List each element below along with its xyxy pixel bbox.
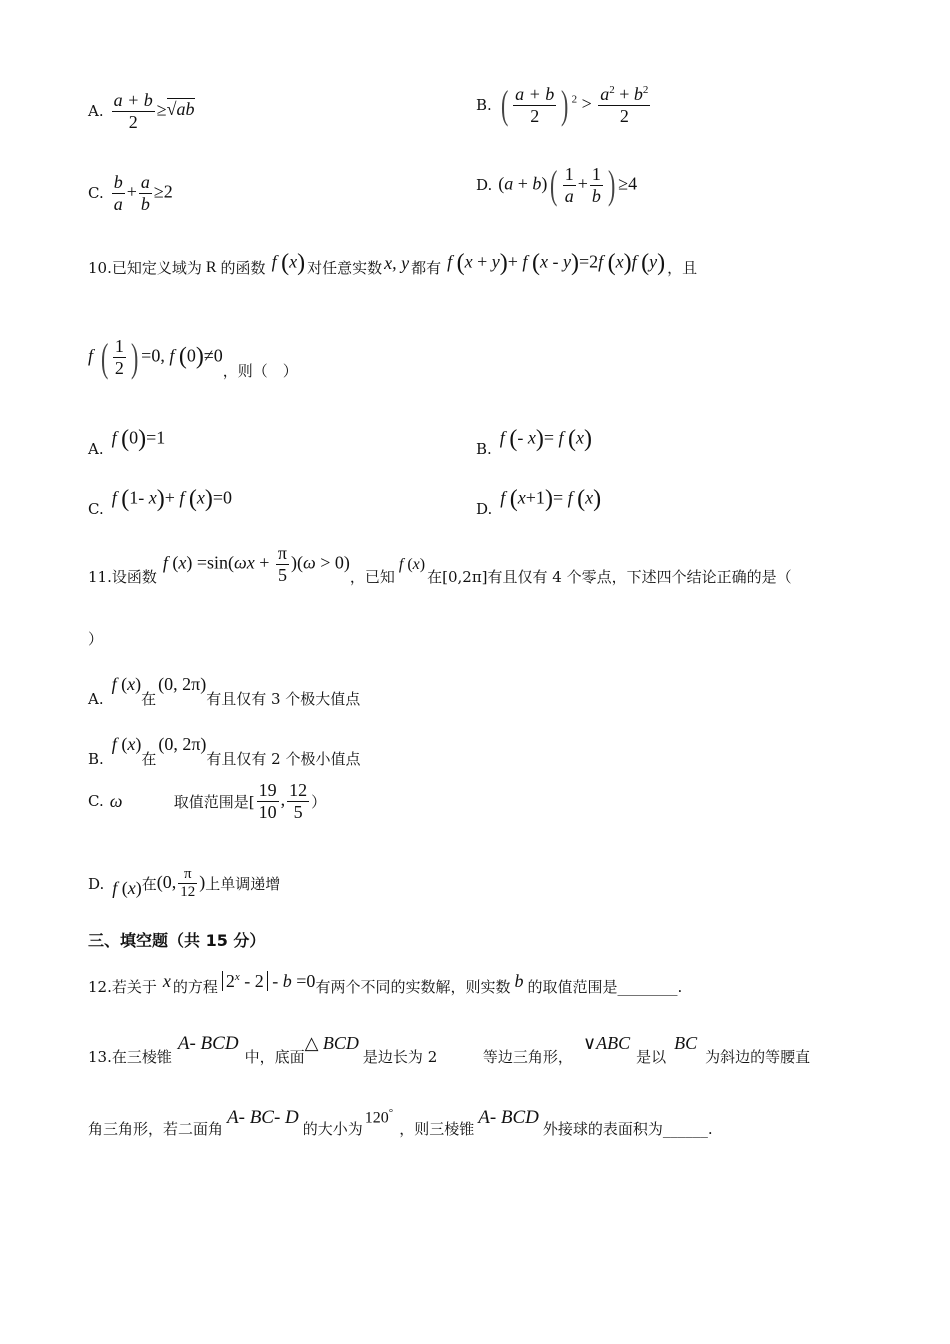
- option-label: A.: [88, 689, 104, 708]
- option-d-formula: (a + b)( $\frac{1}{a}$ + $\frac{1}{b}$ ) ≥4: [498, 162, 638, 208]
- q11-option-d: [88, 866, 280, 902]
- angle-value: 120°: [364, 1107, 394, 1127]
- function-fx: f (x): [111, 734, 142, 754]
- q13-text: 中，底面: [244, 1048, 305, 1066]
- pyramid-label: A- BCD: [478, 1106, 539, 1128]
- q9-option-c: [88, 172, 173, 214]
- domain-symbol: R: [205, 258, 217, 276]
- q10-option-d: [476, 480, 601, 518]
- equation: 2$^x$ - 2 - b =0: [222, 971, 316, 992]
- option-text: 在: [141, 690, 157, 708]
- q10-text: 已知定义域为: [111, 259, 202, 277]
- option-c-formula: $\frac{b}{a}$ + $\frac{a}{b}$ ≥2: [113, 172, 173, 214]
- option-b-formula: f (- x)= f (x): [499, 425, 592, 452]
- option-label: D.: [476, 176, 493, 195]
- q12-text: 的方程: [172, 978, 218, 996]
- option-a-formula: $\frac{a + b}{2}$ ≥√ab: [113, 90, 195, 132]
- variable-b: b: [514, 971, 524, 991]
- q10-text: 的函数: [220, 259, 266, 277]
- option-label: C.: [88, 500, 104, 518]
- q13-stem-line1: [88, 1020, 810, 1067]
- option-d-formula: f (x+1)= f (x): [500, 485, 602, 512]
- q13-text: 是以: [636, 1048, 667, 1066]
- question-number: 12.: [88, 977, 112, 996]
- function-fx: f (x): [398, 555, 426, 573]
- variables-xy: x, y: [384, 253, 410, 273]
- q10-stem-line2: [88, 334, 298, 381]
- triangle-bcd: △ BCD: [304, 1033, 359, 1053]
- q13-text: 为斜边的等腰直: [705, 1048, 811, 1066]
- option-label: B.: [476, 96, 492, 115]
- option-label: D.: [88, 874, 105, 893]
- q9-option-b: [476, 84, 652, 126]
- option-text: ）: [311, 792, 327, 811]
- q11-text: ，已知: [349, 568, 395, 586]
- question-number: 13.: [88, 1047, 112, 1066]
- q13-text: 在三棱锥: [111, 1048, 172, 1066]
- q11-option-b: [88, 720, 361, 769]
- q11-option-a: [88, 660, 360, 709]
- dihedral-angle: A- BC- D: [227, 1106, 299, 1128]
- triangle-abc: ∨ABC: [582, 1033, 631, 1053]
- q12-stem: [88, 966, 682, 997]
- function-definition: f (x) =sin(ωx + $\frac{\pi}{5}$ )(ω > 0): [162, 543, 350, 585]
- q10-text: ，则（ ）: [222, 362, 298, 380]
- question-number: 11.: [88, 567, 112, 586]
- function-fx: f (x): [112, 878, 142, 899]
- option-text: 在: [141, 750, 157, 768]
- q9-option-d: [476, 164, 637, 206]
- option-label: C.: [88, 184, 104, 203]
- q13-stem-line2: [88, 1096, 713, 1139]
- q12-text: 有两个不同的实数解，则实数: [315, 978, 511, 996]
- q11-text: 设函数: [111, 568, 157, 586]
- functional-equation: f (x + y)+ f (x - y)=2f (x)f (y): [447, 250, 666, 276]
- option-label: D.: [476, 500, 493, 518]
- q10-text: ，且: [667, 259, 698, 277]
- option-a-formula: f (0)=1: [111, 425, 166, 452]
- q13-text: ，则三棱锥: [399, 1120, 475, 1138]
- q9-option-a: [88, 90, 195, 132]
- q11-stem-line1: [88, 542, 792, 587]
- q11-text: 在[0,2π]有且仅有 4 个零点，下述四个结论正确的是（: [427, 568, 792, 586]
- option-label: B.: [88, 749, 104, 768]
- option-b-formula: ( $\frac{a + b}{2}$ ) $^2$ > $\frac{a^2 + b^2}{2}$: [500, 82, 649, 128]
- q13-text: 角三角形，若二面角: [88, 1120, 224, 1138]
- option-text: 上单调递增: [205, 875, 281, 894]
- q10-option-b: [476, 420, 592, 458]
- option-text: 有且仅有 3 个极大值点: [206, 690, 361, 708]
- pyramid-label: A- BCD: [177, 1032, 239, 1054]
- option-text: 在: [141, 875, 157, 894]
- q12-text: 若关于: [111, 978, 157, 996]
- q12-text: 的取值范围是________.: [527, 978, 683, 996]
- function-fx: f (x): [271, 250, 306, 276]
- q13-text: 是边长为 2: [362, 1048, 438, 1066]
- question-number: 10.: [88, 258, 112, 277]
- interval: (0, $\frac{\pi}{12}$ ): [156, 866, 206, 901]
- option-label: A.: [88, 102, 104, 121]
- option-label: A.: [88, 440, 104, 458]
- function-fx: f (x): [111, 674, 142, 694]
- variable-x: x: [162, 971, 171, 991]
- option-label: B.: [476, 440, 492, 458]
- option-c-formula: f (1- x)+ f (x)=0: [111, 485, 233, 512]
- condition-formula: f ( $\frac{1}{2}$ ) =0, f (0)≠0: [88, 334, 223, 380]
- omega-symbol: ω: [109, 790, 123, 811]
- q11-option-c: [88, 780, 326, 822]
- q11-text: ）: [88, 630, 104, 648]
- q10-text: 都有: [411, 259, 442, 277]
- q10-stem-line1: [88, 250, 697, 285]
- q13-text: 的大小为: [302, 1120, 363, 1138]
- range-formula: $\frac{19}{10}$ , $\frac{12}{5}$: [258, 780, 308, 822]
- q10-text: 对任意实数: [307, 259, 383, 277]
- q13-text: 等边三角形，: [482, 1048, 573, 1066]
- hypotenuse-bc: BC: [674, 1033, 698, 1053]
- option-text: 有且仅有 2 个极小值点: [206, 750, 361, 768]
- option-text: 取值范围是[: [173, 792, 255, 811]
- q10-option-c: [88, 480, 232, 518]
- q13-text: 外接球的表面积为______.: [542, 1120, 713, 1138]
- interval: (0, 2π): [158, 734, 207, 754]
- interval: (0, 2π): [158, 674, 207, 694]
- q10-option-a: [88, 420, 165, 458]
- section-title: 三、填空题（共 15 分）: [88, 931, 266, 950]
- option-label: C.: [88, 792, 104, 811]
